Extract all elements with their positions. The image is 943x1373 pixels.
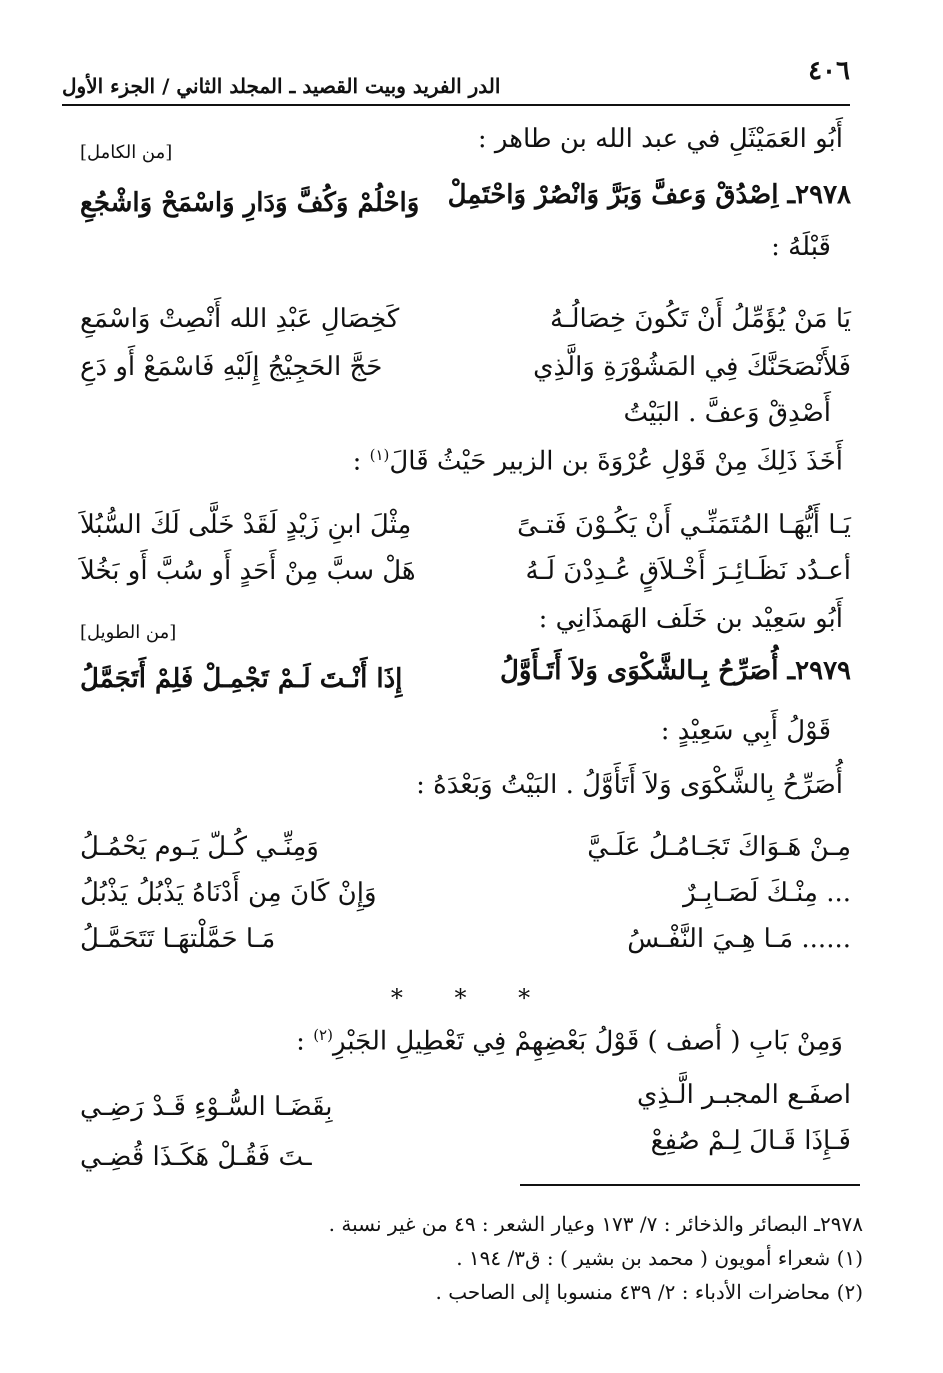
footnote-2978: ٢٩٧٨ـ البصائر والذخائر : ٧/ ١٧٣ وعيار الشعر : ٤٩ من غير نسبة . bbox=[328, 1212, 863, 1236]
footnote-2: (٢) محاضرات الأدباء : ٢/ ٤٣٩ منسوبا إلى الصاحب . bbox=[435, 1280, 863, 1304]
verse-before-2-left: حَجَّ الحَجِيْجُ إِلَيْهِ فَاسْمَعْ أَو دَعِ bbox=[80, 352, 383, 382]
verse-source-2-left: هَلْ سبَّ مِنْ أَحَدٍ أَو سُبَّ أَو بَخُلاَ bbox=[80, 556, 416, 586]
verse-source-1-left: مِثْلَ ابنِ زَيْدٍ لَقَدْ خَلَّى لَكَ السُّبُلاَ bbox=[80, 510, 412, 540]
verse-2978-hemistich-1: اِصْدُقْ وَعفَّ وَبَرَّ وَانْصُرْ وَاحْتَمِلْ bbox=[447, 180, 779, 210]
chapter-heading-text: وَمِنْ بَابِ ( أصف ) قَوْلُ بَعْضِهِمْ فِي تَعْطِيلِ الجَبْرِ bbox=[332, 1026, 843, 1057]
source-line bbox=[353, 446, 843, 478]
verse-after-2-left: وَإِنْ كَانَ مِن أَدْنَاهُ يَذْبُلُ يَذْبُلُ bbox=[80, 878, 377, 908]
meter-2979: [من الطويل] bbox=[80, 622, 177, 643]
page-number: ٤٠٦ bbox=[808, 56, 850, 86]
meter-2978: [من الكامل] bbox=[80, 142, 173, 163]
verse-tail: أَصْدِقْ وَعفَّ . البَيْتُ bbox=[623, 398, 831, 428]
verse-chapter-2-right: فَـإِذَا قَـالَ لِـمْ صُفِعْ bbox=[650, 1126, 851, 1156]
section-separator: * * * bbox=[390, 984, 553, 1012]
running-title: الدر الفريد وبيت القصيد ـ المجلد الثاني / الجزء الأول bbox=[62, 74, 501, 98]
footnote-ref-1: (١) bbox=[369, 446, 390, 464]
footnote-1: (١) شعراء أمويون ( محمد بن بشير ) : ق٣/ ١٩٤ . bbox=[456, 1246, 863, 1270]
verse-before-1-left: كَخِصَالِ عَبْدِ الله أَنْصِتْ وَاسْمَعِ bbox=[80, 304, 400, 334]
verse-after-3-right: ...... مَـا هِـيَ النَّفْـسُ bbox=[627, 924, 851, 954]
verse-after-2-right: ... مِنْـكَ لَصَـابِـرٌ bbox=[683, 878, 851, 908]
verse-2979-hemistich-1: أُصَرِّحُ بِـالشَّكْوَى وَلاَ أَتَـأَوَّلُ bbox=[500, 656, 779, 686]
header-rule bbox=[62, 104, 850, 106]
before-label: قَبْلَهُ : bbox=[771, 232, 831, 262]
verse-chapter-1-right: اصفَـع المجبـر الَّـذِي bbox=[637, 1080, 851, 1110]
verse-chapter-2-left: ـتَ فَقُـلْ هَكَـذَا قُضِـي bbox=[80, 1142, 312, 1172]
chapter-heading-colon: : bbox=[296, 1026, 314, 1057]
source-colon: : bbox=[352, 446, 370, 477]
verse-after-1-left: وَمِنِّـي كُـلّ يَـوم يَحْمُـلُ bbox=[80, 832, 319, 862]
verse-before-1-right: يَا مَنْ يُؤَمِّلُ أَنْ تَكُونَ خِصَالُـهُ bbox=[550, 304, 851, 334]
footnote-rule bbox=[520, 1184, 860, 1186]
attribution-2978: أَبُو العَمَيْثَلِ في عبد الله بن طاهر : bbox=[477, 124, 843, 154]
verse-2978-right bbox=[447, 180, 851, 210]
attribution-2979: أَبُو سَعِيْد بن خَلَف الهَمذَانِي : bbox=[538, 604, 843, 634]
verse-after-1-right: مِـنْ هَـوَاكَ تَجَـامُـلُ عَلَـيَّ bbox=[587, 832, 851, 862]
verse-chapter-1-left: بِقَضَـا السُّـوْءِ قَـدْ رَضِـي bbox=[80, 1092, 333, 1122]
running-header bbox=[62, 56, 850, 98]
verse-before-2-right: فَلأَنْصَحَنَّكَ فِي المَشُوْرَةِ وَالَّذِي bbox=[533, 352, 851, 382]
verse-source-2-right: أعـدُد نَظَـائِـرَ أَخْـلاَقٍ عُـدِدْنَ لَـهُ bbox=[525, 556, 851, 586]
verse-source-1-right: يَـا أَيُّهَـا المُتَمَنِّـي أَنْ يَكُـوْنَ فَتـىً bbox=[517, 510, 851, 540]
verse-2979-hemistich-2: إِذَا أَنْـتَ لَـمْ تَجْمِـلْ فَلِمْ أَتَجَمَّلُ bbox=[80, 664, 403, 694]
chapter-heading bbox=[296, 1026, 843, 1058]
line-2979: أُصَرِّحُ بِالشَّكْوَى وَلاَ أَتَأَوَّلُ . البَيْتُ وَبَعْدَهُ : bbox=[416, 770, 843, 800]
entry-number-2979: ٢٩٧٩ـ bbox=[787, 656, 851, 686]
source-text: أَخَذَ ذَلِكَ مِنْ قَوْلِ عُرْوَةَ بن الزبير حَيْثُ قَالَ bbox=[389, 446, 843, 477]
verse-2978-hemistich-2: وَاحْلُمْ وَكُفَّ وَدَارِ وَاسْمَحْ وَاشْجُعِ bbox=[80, 188, 420, 218]
verse-after-3-left: مَـا حَمَّلْتهَـا تَتَحَمَّـلُ bbox=[80, 924, 276, 954]
verse-2979-right bbox=[451, 656, 851, 686]
entry-number-2978: ٢٩٧٨ـ bbox=[787, 180, 851, 210]
footnote-ref-2: (٢) bbox=[313, 1026, 333, 1044]
label-2979: قَوْلُ أَبِي سَعِيْدٍ : bbox=[660, 716, 831, 746]
